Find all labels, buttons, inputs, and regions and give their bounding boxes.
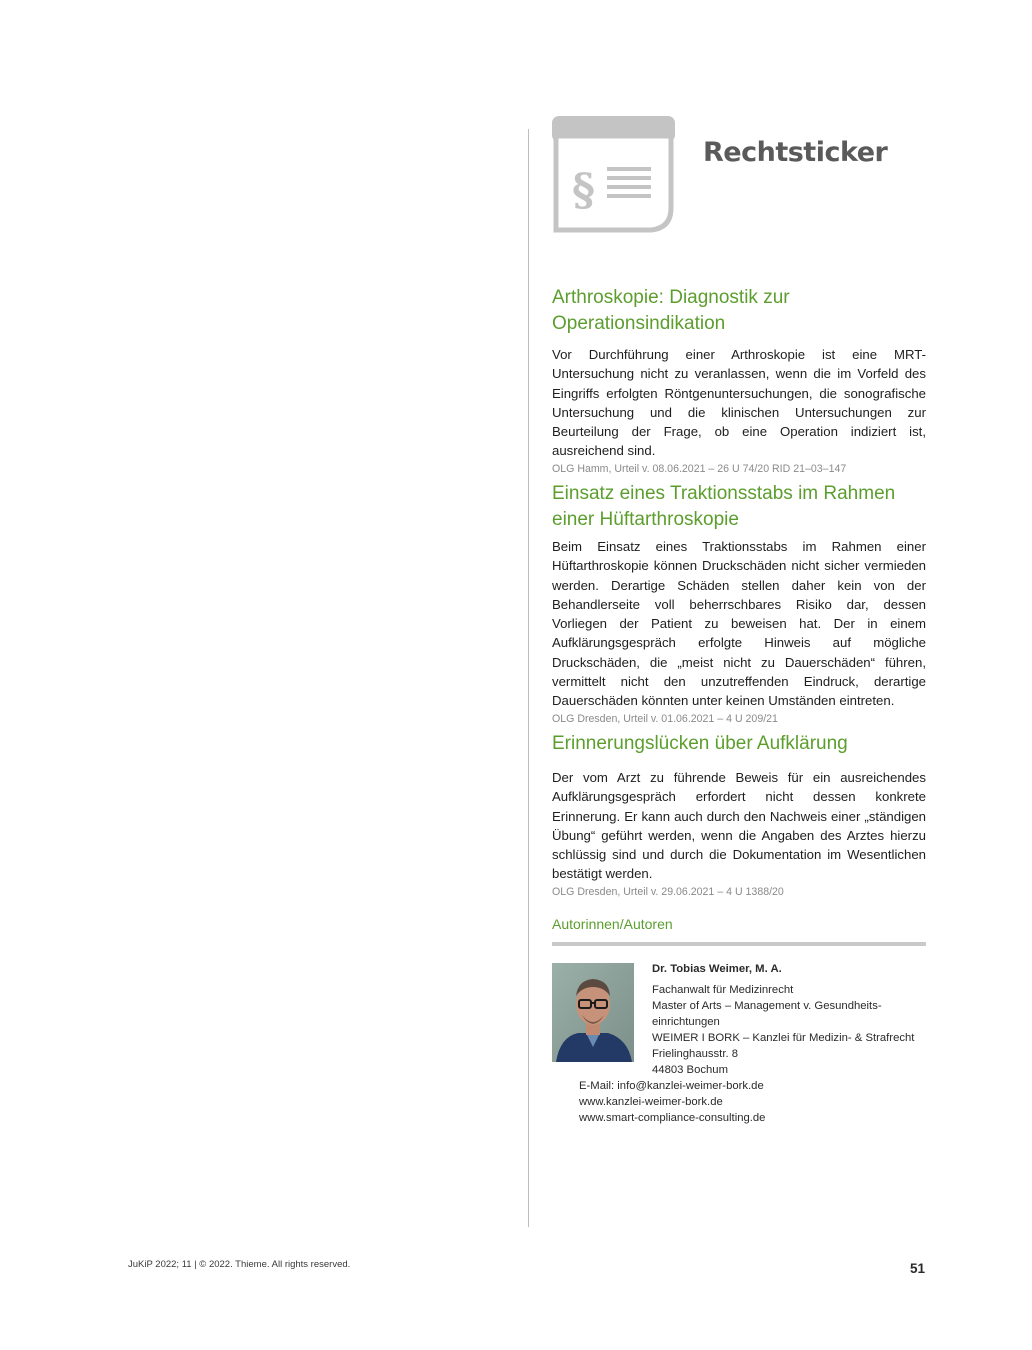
author-line: Fachanwalt für Medizinrecht (652, 984, 794, 996)
authors-divider (552, 942, 926, 946)
article-citation: OLG Dresden, Urteil v. 29.06.2021 – 4 U 1388/20 (552, 885, 784, 898)
article-title-line: Einsatz eines Traktionsstabs im Rahmen (552, 483, 896, 504)
author-line: WEIMER I BORK – Kanzlei für Medizin- & Strafrecht (652, 1032, 915, 1044)
paragraph-document-icon (552, 116, 676, 234)
author-line: einrichtungen (652, 1016, 720, 1028)
article-citation: OLG Hamm, Urteil v. 08.06.2021 – 26 U 74/20 RID 21–03–147 (552, 462, 847, 475)
website-link[interactable]: www.smart-compliance-consulting.de (579, 1112, 766, 1124)
article-title (552, 285, 926, 337)
column-divider (528, 129, 529, 1227)
article-body: Vor Durchführung einer Arthroskopie ist eine MRT-Untersuchung nicht zu veranlassen, wenn die im Vorfeld des Eingriffs erfolgten Röntgenuntersuchungen, die sonografische Untersuchung und die klinischen Untersuchungen zur Beurteilung der Frage, ob eine Operation indiziert ist, ausreichend sind. (552, 347, 926, 459)
page-number: 51 (909, 1261, 925, 1276)
article-title-line: einer Hüftarthroskopie (552, 509, 739, 530)
paragraph-glyph: § (572, 165, 596, 216)
article-title-line: Arthroskopie: Diagnostik zur (552, 287, 790, 308)
article-body: Der vom Arzt zu führende Beweis für ein ausreichendes Aufklärungsgespräch erfordert nicht dessen konkrete Erinnerung. Er kann auch durch den Nachweis einer „ständigen Übung“ geführt werden, wenn die Angaben des Arztes hierzu schlüssig sind und durch die Dokumentation im Wesentlichen bestätigt werden. (552, 770, 926, 882)
author-photo (552, 963, 634, 1062)
article-traktionsstab (552, 481, 926, 727)
author-contact (579, 1078, 765, 1126)
article-title (552, 731, 926, 757)
authors-heading: Autorinnen/Autoren (552, 916, 673, 932)
author-details (652, 961, 932, 1078)
article-title-line: Operationsindikation (552, 313, 726, 334)
website-link[interactable]: www.kanzlei-weimer-bork.de (579, 1096, 723, 1108)
author-line: Frielinghausstr. 8 (652, 1048, 739, 1060)
article-arthroskopie (552, 285, 926, 477)
author-name: Dr. Tobias Weimer, M. A. (652, 963, 782, 975)
email-text[interactable]: E-Mail: info@kanzlei-weimer-bork.de (579, 1080, 764, 1092)
article-body: Beim Einsatz eines Traktionsstabs im Rahmen einer Hüftarthroskopie können Druckschäden nicht sicher vermieden werden. Derartige Schäden stellen daher kein von der Behandlerseite voll beherrschbares Risiko dar, dessen Vorliegen der Patient zu beweisen hat. Der in einem Aufklärungsgespräch erfolgte Hinweis auf mögliche Druckschäden, die „meist nicht zu Dauerschäden“ führen, vermittelt nicht den unzutreffenden Eindruck, derartige Dauerschäden könnten unter keinen Umständen eintreten. (552, 539, 926, 709)
section-title: Rechtsticker (703, 137, 888, 168)
author-line: Master of Arts – Management v. Gesundheits- (652, 1000, 882, 1012)
article-title-line: Erinnerungslücken über Aufklärung (552, 733, 848, 754)
article-title (552, 481, 926, 533)
author-line: 44803 Bochum (652, 1064, 728, 1076)
footer-citation: JuKiP 2022; 11 | © 2022. Thieme. All rights reserved. (128, 1259, 351, 1270)
article-erinnerungsluecken (552, 731, 926, 900)
article-citation: OLG Dresden, Urteil v. 01.06.2021 – 4 U 209/21 (552, 712, 778, 725)
